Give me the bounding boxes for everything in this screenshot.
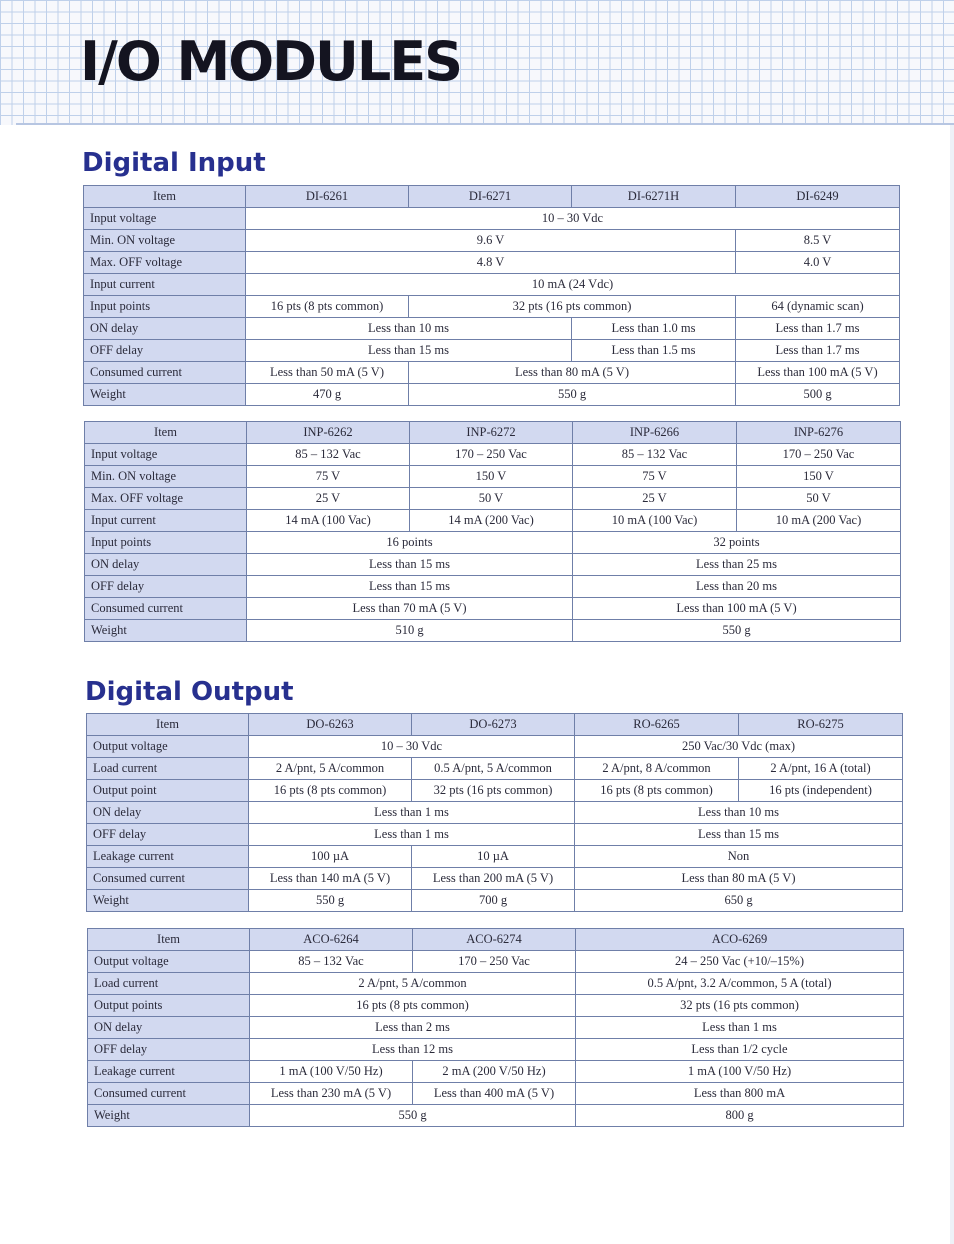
spec-value-cell: Less than 25 ms — [573, 554, 901, 576]
column-header-model: INP-6276 — [737, 422, 901, 444]
spec-value-cell: 650 g — [575, 890, 903, 912]
spec-value-cell: Less than 230 mA (5 V) — [250, 1083, 413, 1105]
table-row — [87, 824, 903, 846]
table-row — [87, 736, 903, 758]
row-label: Weight — [88, 1105, 250, 1127]
spec-table-aco — [87, 928, 904, 1127]
spec-value-cell: 100 µA — [249, 846, 412, 868]
spec-value-cell: 10 mA (100 Vac) — [573, 510, 737, 532]
table-row — [88, 1061, 904, 1083]
row-label: ON delay — [85, 554, 247, 576]
spec-value-cell: 250 Vac/30 Vdc (max) — [575, 736, 903, 758]
column-header-model: DI-6261 — [246, 186, 409, 208]
row-label: OFF delay — [87, 824, 249, 846]
column-header-model: INP-6266 — [573, 422, 737, 444]
row-label: Input points — [84, 296, 246, 318]
column-header-model: INP-6262 — [247, 422, 410, 444]
spec-value-cell: 2 A/pnt, 5 A/common — [249, 758, 412, 780]
spec-value-cell: 550 g — [573, 620, 901, 642]
row-label: ON delay — [87, 802, 249, 824]
table-row — [87, 758, 903, 780]
spec-value-cell: 8.5 V — [736, 230, 900, 252]
column-header-model: INP-6272 — [410, 422, 573, 444]
column-header-model: RO-6265 — [575, 714, 739, 736]
spec-value-cell: Less than 400 mA (5 V) — [413, 1083, 576, 1105]
table-header-row — [88, 929, 904, 951]
spec-value-cell: 2 mA (200 V/50 Hz) — [413, 1061, 576, 1083]
spec-table-do — [86, 713, 903, 912]
spec-value-cell: 75 V — [573, 466, 737, 488]
spec-table-inp — [84, 421, 901, 642]
table-row — [88, 1105, 904, 1127]
column-header-item: Item — [87, 714, 249, 736]
table-row — [85, 510, 901, 532]
table-row — [84, 318, 900, 340]
table-row — [87, 868, 903, 890]
row-label: Consumed current — [85, 598, 247, 620]
spec-value-cell: Less than 15 ms — [247, 576, 573, 598]
table-row — [84, 296, 900, 318]
table-row — [84, 208, 900, 230]
spec-value-cell: Less than 1/2 cycle — [576, 1039, 904, 1061]
row-label: Load current — [87, 758, 249, 780]
spec-value-cell: 16 pts (8 pts common) — [250, 995, 576, 1017]
spec-value-cell: 85 – 132 Vac — [573, 444, 737, 466]
table-row — [87, 890, 903, 912]
spec-value-cell: 32 pts (16 pts common) — [409, 296, 736, 318]
row-label: Leakage current — [87, 846, 249, 868]
spec-value-cell: 550 g — [250, 1105, 576, 1127]
spec-value-cell: 16 pts (independent) — [739, 780, 903, 802]
spec-value-cell: 1 mA (100 V/50 Hz) — [576, 1061, 904, 1083]
spec-value-cell: Less than 1.0 ms — [572, 318, 736, 340]
spec-value-cell: 50 V — [737, 488, 901, 510]
table-row — [84, 340, 900, 362]
spec-value-cell: 150 V — [737, 466, 901, 488]
spec-value-cell: 9.6 V — [246, 230, 736, 252]
spec-value-cell: 16 pts (8 pts common) — [575, 780, 739, 802]
row-label: OFF delay — [88, 1039, 250, 1061]
table-row — [88, 1083, 904, 1105]
spec-value-cell: 0.5 A/pnt, 3.2 A/common, 5 A (total) — [576, 973, 904, 995]
spec-value-cell: 25 V — [573, 488, 737, 510]
table-row — [84, 362, 900, 384]
row-label: OFF delay — [85, 576, 247, 598]
table-row — [85, 576, 901, 598]
spec-value-cell: Less than 70 mA (5 V) — [247, 598, 573, 620]
spec-value-cell: 170 – 250 Vac — [413, 951, 576, 973]
spec-value-cell: 4.0 V — [736, 252, 900, 274]
table-row — [85, 620, 901, 642]
spec-value-cell: Less than 100 mA (5 V) — [573, 598, 901, 620]
column-header-model: ACO-6274 — [413, 929, 576, 951]
spec-table-di — [83, 185, 900, 406]
spec-value-cell: 32 pts (16 pts common) — [576, 995, 904, 1017]
spec-value-cell: 10 – 30 Vdc — [249, 736, 575, 758]
row-label: Weight — [87, 890, 249, 912]
spec-value-cell: 550 g — [249, 890, 412, 912]
table-row — [87, 780, 903, 802]
spec-value-cell: Less than 1.7 ms — [736, 340, 900, 362]
column-header-model: DI-6271 — [409, 186, 572, 208]
column-header-model: DO-6273 — [412, 714, 575, 736]
column-header-model: DI-6271H — [572, 186, 736, 208]
row-label: Max. OFF voltage — [84, 252, 246, 274]
table-row — [84, 252, 900, 274]
spec-value-cell: 25 V — [247, 488, 410, 510]
spec-value-cell: 800 g — [576, 1105, 904, 1127]
spec-value-cell: 14 mA (200 Vac) — [410, 510, 573, 532]
row-label: Output voltage — [88, 951, 250, 973]
table-row — [88, 1039, 904, 1061]
table-row — [85, 488, 901, 510]
column-header-model: ACO-6269 — [576, 929, 904, 951]
spec-value-cell: Less than 15 ms — [575, 824, 903, 846]
table-row — [87, 846, 903, 868]
spec-value-cell: Less than 1 ms — [249, 802, 575, 824]
spec-value-cell: Less than 1 ms — [576, 1017, 904, 1039]
table-row — [85, 532, 901, 554]
spec-value-cell: Less than 80 mA (5 V) — [575, 868, 903, 890]
column-header-item: Item — [84, 186, 246, 208]
row-label: Consumed current — [87, 868, 249, 890]
spec-value-cell: Less than 1 ms — [249, 824, 575, 846]
table-row — [88, 995, 904, 1017]
table-header-row — [85, 422, 901, 444]
spec-value-cell: 550 g — [409, 384, 736, 406]
spec-value-cell: 0.5 A/pnt, 5 A/common — [412, 758, 575, 780]
row-label: Leakage current — [88, 1061, 250, 1083]
table-row — [84, 384, 900, 406]
row-label: Output voltage — [87, 736, 249, 758]
spec-value-cell: 10 µA — [412, 846, 575, 868]
table-row — [88, 1017, 904, 1039]
row-label: Max. OFF voltage — [85, 488, 247, 510]
spec-value-cell: Less than 10 ms — [246, 318, 572, 340]
spec-value-cell: Less than 1.5 ms — [572, 340, 736, 362]
column-header-model: DO-6263 — [249, 714, 412, 736]
row-label: Consumed current — [84, 362, 246, 384]
row-label: Input voltage — [85, 444, 247, 466]
row-label: ON delay — [84, 318, 246, 340]
column-header-item: Item — [88, 929, 250, 951]
spec-value-cell: Less than 50 mA (5 V) — [246, 362, 409, 384]
spec-value-cell: 10 mA (200 Vac) — [737, 510, 901, 532]
table-header-row — [84, 186, 900, 208]
spec-value-cell: Less than 10 ms — [575, 802, 903, 824]
spec-value-cell: 64 (dynamic scan) — [736, 296, 900, 318]
table-header-row — [87, 714, 903, 736]
spec-value-cell: Less than 1.7 ms — [736, 318, 900, 340]
spec-value-cell: Less than 80 mA (5 V) — [409, 362, 736, 384]
table-row — [88, 951, 904, 973]
column-header-item: Item — [85, 422, 247, 444]
row-label: OFF delay — [84, 340, 246, 362]
spec-value-cell: 14 mA (100 Vac) — [247, 510, 410, 532]
row-label: Output point — [87, 780, 249, 802]
spec-value-cell: Less than 12 ms — [250, 1039, 576, 1061]
spec-value-cell: 85 – 132 Vac — [247, 444, 410, 466]
table-row — [84, 274, 900, 296]
row-label: Output points — [88, 995, 250, 1017]
spec-value-cell: 2 A/pnt, 16 A (total) — [739, 758, 903, 780]
section-title-digital-output: Digital Output — [85, 677, 294, 707]
spec-value-cell: 470 g — [246, 384, 409, 406]
page-edge-shadow — [950, 125, 954, 1244]
spec-value-cell: 32 pts (16 pts common) — [412, 780, 575, 802]
spec-value-cell: 32 points — [573, 532, 901, 554]
spec-value-cell: 50 V — [410, 488, 573, 510]
spec-value-cell: Less than 800 mA — [576, 1083, 904, 1105]
spec-value-cell: 85 – 132 Vac — [250, 951, 413, 973]
row-label: Consumed current — [88, 1083, 250, 1105]
spec-value-cell: 700 g — [412, 890, 575, 912]
spec-value-cell: Non — [575, 846, 903, 868]
row-label: Weight — [84, 384, 246, 406]
table-row — [84, 230, 900, 252]
table-row — [85, 466, 901, 488]
row-label: Min. ON voltage — [85, 466, 247, 488]
spec-value-cell: 16 pts (8 pts common) — [249, 780, 412, 802]
spec-value-cell: 150 V — [410, 466, 573, 488]
spec-value-cell: 510 g — [247, 620, 573, 642]
table-row — [85, 554, 901, 576]
spec-value-cell: Less than 140 mA (5 V) — [249, 868, 412, 890]
column-header-model: RO-6275 — [739, 714, 903, 736]
row-label: Input points — [85, 532, 247, 554]
spec-value-cell: Less than 2 ms — [250, 1017, 576, 1039]
spec-value-cell: Less than 15 ms — [246, 340, 572, 362]
spec-value-cell: 1 mA (100 V/50 Hz) — [250, 1061, 413, 1083]
table-row — [85, 598, 901, 620]
table-row — [87, 802, 903, 824]
header-rule — [16, 123, 954, 125]
row-label: Min. ON voltage — [84, 230, 246, 252]
column-header-model: ACO-6264 — [250, 929, 413, 951]
spec-value-cell: 2 A/pnt, 8 A/common — [575, 758, 739, 780]
spec-value-cell: 170 – 250 Vac — [737, 444, 901, 466]
page-title: I/O MODULES — [80, 30, 462, 93]
row-label: Input current — [84, 274, 246, 296]
spec-value-cell: 10 – 30 Vdc — [246, 208, 900, 230]
row-label: Load current — [88, 973, 250, 995]
spec-value-cell: 16 points — [247, 532, 573, 554]
row-label: Weight — [85, 620, 247, 642]
spec-value-cell: 75 V — [247, 466, 410, 488]
row-label: Input current — [85, 510, 247, 532]
column-header-model: DI-6249 — [736, 186, 900, 208]
section-title-digital-input: Digital Input — [82, 148, 266, 178]
row-label: Input voltage — [84, 208, 246, 230]
spec-value-cell: 4.8 V — [246, 252, 736, 274]
spec-value-cell: 2 A/pnt, 5 A/common — [250, 973, 576, 995]
spec-value-cell: 24 – 250 Vac (+10/–15%) — [576, 951, 904, 973]
spec-value-cell: 16 pts (8 pts common) — [246, 296, 409, 318]
spec-value-cell: Less than 200 mA (5 V) — [412, 868, 575, 890]
spec-value-cell: Less than 100 mA (5 V) — [736, 362, 900, 384]
spec-value-cell: Less than 15 ms — [247, 554, 573, 576]
spec-value-cell: 500 g — [736, 384, 900, 406]
spec-value-cell: 10 mA (24 Vdc) — [246, 274, 900, 296]
row-label: ON delay — [88, 1017, 250, 1039]
spec-value-cell: Less than 20 ms — [573, 576, 901, 598]
table-row — [88, 973, 904, 995]
table-row — [85, 444, 901, 466]
spec-value-cell: 170 – 250 Vac — [410, 444, 573, 466]
